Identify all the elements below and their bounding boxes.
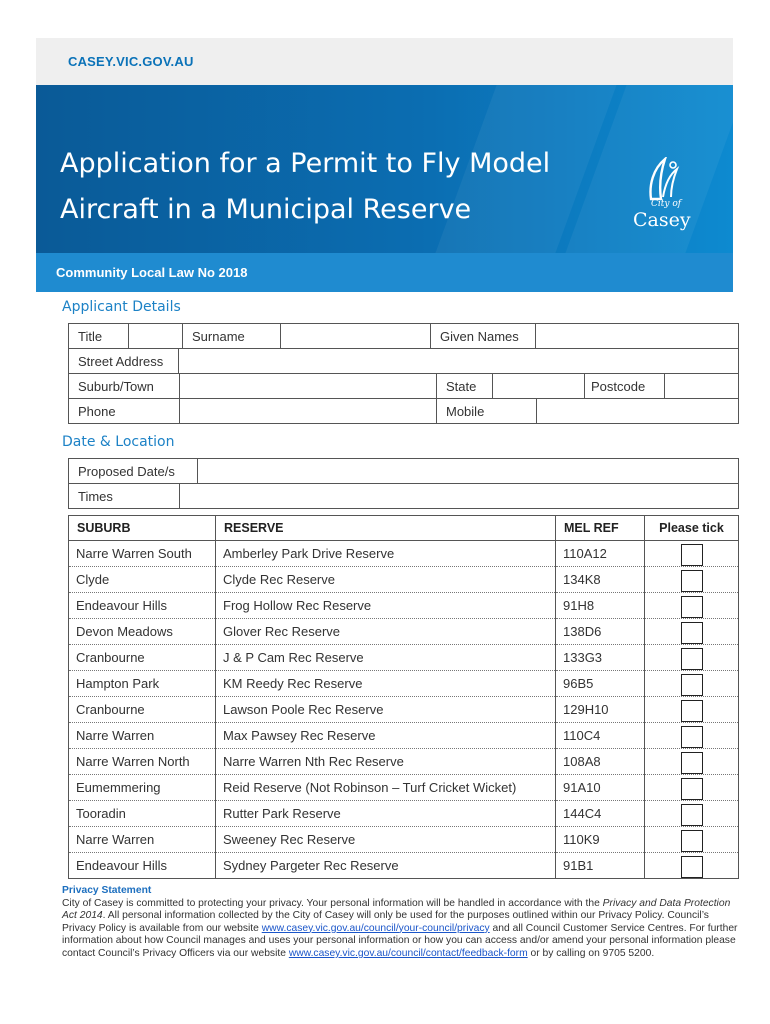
reserve-row: [69, 775, 739, 801]
logo-city-of: City of: [651, 199, 682, 209]
street-address-row: [68, 348, 739, 374]
times-row: [68, 483, 739, 509]
mel-ref-cell: 138D6: [556, 619, 645, 645]
mel-ref-cell: 108A8: [556, 749, 645, 775]
tick-cell: [645, 567, 739, 593]
tick-cell: [645, 619, 739, 645]
proposed-dates-field[interactable]: [198, 459, 739, 484]
mel-ref-cell: 110K9: [556, 827, 645, 853]
reserve-row: [69, 801, 739, 827]
privacy-statement: Privacy Statement City of Casey is committed to protecting your privacy. Your personal information will be handled in accordance with the Privacy and Data Protection Act 2014. All personal information collected by the City of Casey will only be used for the purposes outlined within our Privacy Policy. Council’s Privacy Policy is available from our website www.casey.vic.gov.au/council/your-council/privacy and all Council Customer Service Centres. For further information about how Council manages and uses your personal information or how you can access and/or amend your personal information please contact Council’s Privacy Officers via our website www.casey.vic.gov.au/council/contact/feedback-form or by calling on 9705 5200.: [62, 885, 742, 961]
tick-cell: [645, 671, 739, 697]
state-field[interactable]: [493, 374, 585, 399]
reserve-cell: Amberley Park Drive Reserve: [216, 541, 556, 567]
tick-cell: [645, 723, 739, 749]
suburb-state-postcode-row: [68, 373, 739, 399]
reserve-row: [69, 671, 739, 697]
privacy-policy-link[interactable]: www.casey.vic.gov.au/council/your-council/privacy: [261, 922, 490, 934]
reserve-checkbox[interactable]: [681, 856, 703, 878]
suburb-column-header: SUBURB: [69, 516, 216, 541]
reserve-column-header: RESERVE: [216, 516, 556, 541]
casey-leaf-icon: [643, 157, 683, 201]
reserve-cell: KM Reedy Rec Reserve: [216, 671, 556, 697]
reserve-row: [69, 749, 739, 775]
privacy-title: Privacy Statement: [62, 885, 152, 896]
tick-cell: [645, 541, 739, 567]
mel-ref-cell: 91B1: [556, 853, 645, 879]
mel-ref-cell: 133G3: [556, 645, 645, 671]
given-names-field[interactable]: [536, 324, 739, 349]
postcode-label: Postcode: [585, 374, 665, 399]
title-field[interactable]: [129, 324, 183, 349]
tick-cell: [645, 749, 739, 775]
reserve-cell: Sydney Pargeter Rec Reserve: [216, 853, 556, 879]
times-field[interactable]: [180, 484, 739, 509]
suburb-cell: Narre Warren: [69, 827, 216, 853]
mel-ref-column-header: MEL REF: [556, 516, 645, 541]
reserve-row: [69, 541, 739, 567]
tick-cell: [645, 645, 739, 671]
reserve-cell: Reid Reserve (Not Robinson – Turf Cricket Wicket): [216, 775, 556, 801]
reserve-row: [69, 619, 739, 645]
suburb-cell: Narre Warren: [69, 723, 216, 749]
reserves-header-row: [69, 516, 739, 541]
times-label: Times: [69, 484, 180, 509]
mel-ref-cell: 110A12: [556, 541, 645, 567]
reserve-checkbox[interactable]: [681, 804, 703, 826]
applicant-details-heading: Applicant Details: [62, 299, 181, 315]
mobile-field[interactable]: [537, 399, 739, 424]
reserve-row: [69, 645, 739, 671]
suburb-cell: Narre Warren South: [69, 541, 216, 567]
reserve-row: [69, 697, 739, 723]
proposed-dates-row: [68, 458, 739, 484]
proposed-dates-label: Proposed Date/s: [69, 459, 198, 484]
city-of-casey-logo: [633, 157, 693, 237]
local-law-band: [36, 253, 733, 292]
surname-label: Surname: [183, 324, 281, 349]
reserve-checkbox[interactable]: [681, 778, 703, 800]
suburb-cell: Hampton Park: [69, 671, 216, 697]
reserve-checkbox[interactable]: [681, 544, 703, 566]
mel-ref-cell: 91A10: [556, 775, 645, 801]
suburb-cell: Cranbourne: [69, 645, 216, 671]
mel-ref-cell: 91H8: [556, 593, 645, 619]
reserve-checkbox[interactable]: [681, 726, 703, 748]
tick-cell: [645, 827, 739, 853]
surname-field[interactable]: [281, 324, 431, 349]
street-address-label: Street Address: [69, 349, 179, 374]
reserve-checkbox[interactable]: [681, 830, 703, 852]
suburb-cell: Devon Meadows: [69, 619, 216, 645]
suburb-cell: Clyde: [69, 567, 216, 593]
tick-cell: [645, 775, 739, 801]
reserve-cell: Rutter Park Reserve: [216, 801, 556, 827]
reserve-checkbox[interactable]: [681, 648, 703, 670]
suburb-field[interactable]: [180, 374, 437, 399]
mel-ref-cell: 144C4: [556, 801, 645, 827]
given-names-label: Given Names: [431, 324, 536, 349]
reserve-cell: Glover Rec Reserve: [216, 619, 556, 645]
postcode-field[interactable]: [665, 374, 739, 399]
reserve-row: [69, 827, 739, 853]
reserve-checkbox[interactable]: [681, 596, 703, 618]
title-label: Title: [69, 324, 129, 349]
tick-cell: [645, 593, 739, 619]
suburb-cell: Narre Warren North: [69, 749, 216, 775]
phone-label: Phone: [69, 399, 180, 424]
tick-cell: [645, 697, 739, 723]
applicant-details-table: [68, 323, 739, 349]
state-label: State: [437, 374, 493, 399]
website-url: CASEY.VIC.GOV.AU: [68, 54, 194, 69]
reserve-checkbox[interactable]: [681, 622, 703, 644]
date-location-heading: Date & Location: [62, 434, 175, 450]
mel-ref-cell: 134K8: [556, 567, 645, 593]
suburb-label: Suburb/Town: [69, 374, 180, 399]
mobile-label: Mobile: [437, 399, 537, 424]
reserve-row: [69, 853, 739, 879]
mel-ref-cell: 96B5: [556, 671, 645, 697]
reserve-cell: J & P Cam Rec Reserve: [216, 645, 556, 671]
page-title: Application for a Permit to Fly Model Aircraft in a Municipal Reserve: [60, 148, 551, 225]
privacy-act-name: Privacy and Data Protection Act 2014: [62, 897, 731, 922]
reserve-checkbox[interactable]: [681, 752, 703, 774]
logo-casey: Casey: [633, 209, 691, 231]
suburb-cell: Endeavour Hills: [69, 593, 216, 619]
reserve-cell: Lawson Poole Rec Reserve: [216, 697, 556, 723]
reserve-cell: Sweeney Rec Reserve: [216, 827, 556, 853]
suburb-cell: Endeavour Hills: [69, 853, 216, 879]
reserves-table: [68, 515, 739, 879]
reserve-row: [69, 723, 739, 749]
reserve-checkbox[interactable]: [681, 674, 703, 696]
website-header: [36, 38, 733, 85]
reserve-cell: Narre Warren Nth Rec Reserve: [216, 749, 556, 775]
feedback-form-link[interactable]: www.casey.vic.gov.au/council/contact/feedback-form: [288, 947, 528, 959]
reserve-cell: Max Pawsey Rec Reserve: [216, 723, 556, 749]
please-tick-column-header: Please tick: [645, 516, 739, 541]
mel-ref-cell: 110C4: [556, 723, 645, 749]
phone-mobile-row: [68, 398, 739, 424]
suburb-cell: Tooradin: [69, 801, 216, 827]
reserve-checkbox[interactable]: [681, 570, 703, 592]
reserve-row: [69, 567, 739, 593]
phone-field[interactable]: [180, 399, 437, 424]
mel-ref-cell: 129H10: [556, 697, 645, 723]
suburb-cell: Cranbourne: [69, 697, 216, 723]
reserve-checkbox[interactable]: [681, 700, 703, 722]
tick-cell: [645, 853, 739, 879]
tick-cell: [645, 801, 739, 827]
suburb-cell: Eumemmering: [69, 775, 216, 801]
reserve-cell: Frog Hollow Rec Reserve: [216, 593, 556, 619]
street-address-field[interactable]: [179, 349, 739, 374]
reserve-cell: Clyde Rec Reserve: [216, 567, 556, 593]
title-banner: [36, 85, 733, 253]
local-law-text: Community Local Law No 2018: [56, 265, 248, 280]
reserve-row: [69, 593, 739, 619]
